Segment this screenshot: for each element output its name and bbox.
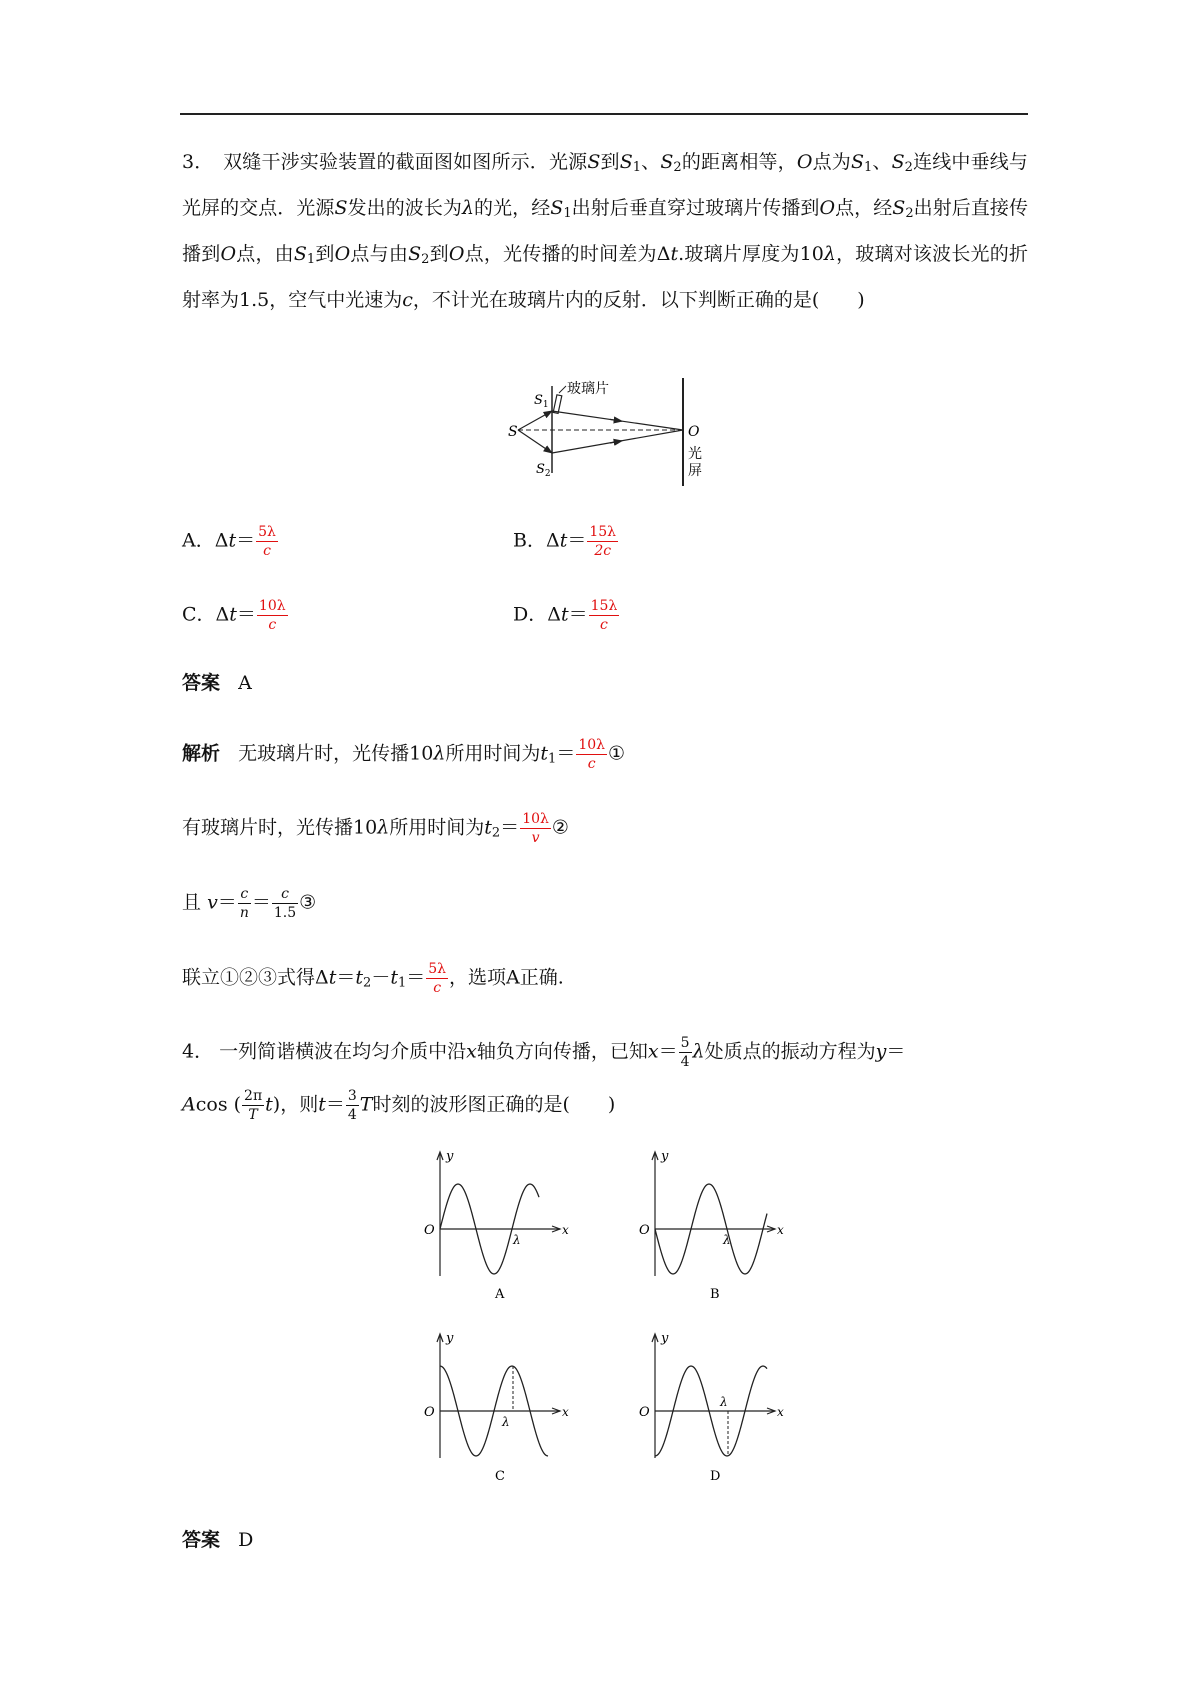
q3-text-fragment: 连线中垂线与光屏的交点．光源 [182,151,1028,219]
question-number: 3． [182,151,223,173]
screen-label-1: 光 [688,446,702,462]
q3-text-fragment: 点为 [812,151,851,173]
q3-text-fragment: S [660,151,674,173]
q3-text-fragment: 点与由 [350,243,409,265]
q3-analysis-line-4: 联立①②③式得$\Delta t=t_2-t_1=$ $\frac{5\lambda}{c}$ ，选项A正确. [182,961,564,996]
q3-text-fragment: 2 [905,206,914,221]
q3-text-fragment: c [402,289,413,311]
x-axis-label: x [777,1405,784,1419]
q3-text-fragment: 1 [563,206,572,221]
q3-text-fragment: 点，经 [835,197,893,219]
q3-text-fragment: S [891,151,905,173]
q3-text-fragment: 1 [863,160,873,175]
q3-text-fragment: .玻璃片厚度为10 [678,243,824,265]
point-o-label: O [688,424,700,440]
q3-text-fragment: 1 [632,160,642,175]
q3-text-fragment: 到 [315,243,335,265]
x-axis-label: x [562,1405,569,1419]
lambda-label: λ [723,1233,731,1247]
q3-text-fragment: 1 [306,252,316,267]
q3-text-fragment: O [819,197,836,219]
y-axis-label: y [661,1149,669,1164]
q3-text-fragment: S [587,151,601,173]
q3-text-fragment: O [796,151,813,173]
wave-graph-a [420,1148,580,1302]
header-rule [180,113,1028,115]
q3-text-fragment: Δ [656,243,671,265]
q3-text-fragment: S [550,197,564,219]
q3-text-fragment: 的距离相等， [681,151,797,173]
q3-text-fragment: O [220,243,237,265]
q3-text-fragment: S [408,243,422,265]
wave-graph-c [420,1330,580,1484]
q3-text-fragment: 的光，经 [473,197,551,219]
x-axis-label: x [562,1223,569,1237]
q3-text-fragment: S [850,151,864,173]
q3-answer: 答案 A [182,672,252,694]
q3-analysis-line-3: 且 v＝ $\frac{c}{n}$ ＝ $\frac{c}{1.5}$ ③ [182,886,317,921]
q3-text-fragment: S [293,243,307,265]
lambda-label: λ [513,1233,521,1247]
question-4-line-1: 4． 一列简谐横波在均匀介质中沿x轴负方向传播，已知x＝ $\frac{5}{4}$ λ处质点的振动方程为y＝ [182,1035,906,1070]
q4-answer: 答案 D [182,1529,254,1551]
q3-text-fragment: 出射后直接传播到 [182,197,1028,265]
q3-text-fragment: λ [823,243,836,265]
q3-text-fragment: 到 [429,243,449,265]
q3-text-fragment: O [448,243,465,265]
q3-analysis-line-1: 解析 无玻璃片时，光传播10λ所用时间为$t_1=$ $\frac{10\lambda}{c}$ ① [182,737,626,772]
origin-label: O [424,1405,435,1420]
q3-text-fragment: 出射后垂直穿过玻璃片传播到 [571,197,820,219]
q3-text-fragment: 2 [673,160,682,175]
graph-caption: B [710,1287,720,1302]
slit-s2-label: $S_2$ [536,462,551,479]
origin-label: O [424,1223,435,1238]
question-3-text [182,142,1028,321]
q3-analysis-line-2: 有玻璃片时，光传播10λ所用时间为$t_2=$ $\frac{10\lambda}{v}$ ② [182,811,569,846]
q3-text-fragment: S [892,197,906,219]
q3-text-fragment: S [619,151,633,173]
option-d[interactable]: D．Δt＝ $\frac{15\lambda}{c}$ [513,598,618,633]
wave-graph-d [635,1330,795,1484]
lambda-label: λ [720,1395,728,1409]
q3-text-fragment: S [334,197,348,219]
q3-text-fragment: 双缝干涉实验装置的截面图如图所示．光源 [222,151,588,173]
q3-text-fragment: 到 [600,151,620,173]
q3-text-fragment: ，玻璃对该波长光的折射率为1.5，空气中光速为 [182,243,1028,311]
origin-label: O [639,1405,650,1420]
q3-text-fragment: 点，光传播的时间差为 [464,243,657,265]
y-axis-label: y [661,1331,669,1346]
origin-label: O [639,1223,650,1238]
screen-label-2: 屏 [688,463,702,479]
q3-text-fragment: λ [461,197,474,219]
q3-text-fragment: 发出的波长为 [347,197,462,219]
q3-text-fragment: 2 [904,160,913,175]
q3-text-fragment: 点，由 [236,243,294,265]
slit-s1-label: $S_1$ [534,393,549,410]
y-axis-label: y [446,1149,454,1164]
q3-text-fragment: O [334,243,351,265]
graph-caption: D [710,1469,721,1484]
double-slit-figure [500,378,720,486]
q3-text-fragment: t [670,243,679,265]
source-s-label: S [508,424,518,440]
wave-graph-b [635,1148,795,1302]
graph-caption: A [495,1287,505,1302]
glass-label: 玻璃片 [567,381,609,397]
x-axis-label: x [777,1223,784,1237]
q3-text-fragment: 、 [872,151,892,173]
question-4-line-2: Acos ( $\frac{2\pi}{T}$ t)，则t＝ $\frac{3}{4}$ T时刻的波形图正确的是( ) [182,1088,616,1123]
q3-text-fragment: 2 [421,252,430,267]
y-axis-label: y [446,1331,454,1346]
lambda-label: λ [502,1415,510,1429]
q3-text-fragment: 、 [641,151,661,173]
q3-text-fragment: ，不计光在玻璃片内的反射．以下判断正确的是( ) [412,289,865,311]
option-a[interactable]: A．Δt＝ $\frac{5\lambda}{c}$ [182,524,276,559]
graph-caption: C [495,1469,505,1484]
option-b[interactable]: B．Δt＝ $\frac{15\lambda}{2c}$ [513,524,617,559]
option-c[interactable]: C．Δt＝ $\frac{10\lambda}{c}$ [182,598,286,633]
